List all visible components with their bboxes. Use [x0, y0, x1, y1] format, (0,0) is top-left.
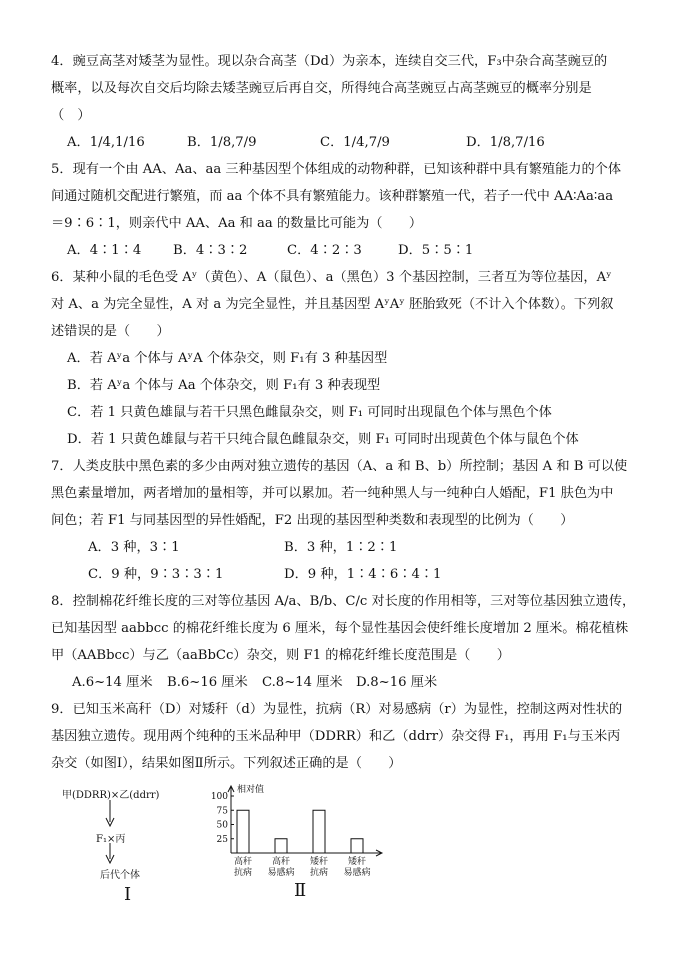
q7-line-2: 黑色素量增加，两者增加的量相等，并可以累加。若一纯种黑人与一纯种白人婚配，F1 肤色为中 [51, 486, 614, 501]
q4-option-a: A．1/4,1/16 [67, 135, 145, 150]
y-tick-label: 50 [216, 820, 228, 831]
q5-line-2: 间通过随机交配进行繁殖，而 aa 个体不具有繁殖能力。该种群繁殖一代，若子一代中 AA∶Aa∶aa [51, 189, 614, 204]
y-tick-label: 75 [216, 806, 228, 817]
y-axis-label: 相对值 [237, 785, 265, 795]
bar [351, 839, 363, 853]
q6-option-c: C．若 1 只黄色雄鼠与若干只黑色雌鼠杂交，则 F₁ 可同时出现鼠色个体与黑色个体 [67, 405, 552, 420]
bar [275, 839, 287, 853]
fig1-label: Ⅰ [124, 884, 132, 905]
q8-option-c: C.8~14 厘米 [262, 675, 343, 690]
x-tick-label: 易感病 [267, 868, 295, 878]
q7-option-d: D．9 种，1∶4∶6∶4∶1 [284, 567, 442, 582]
x-tick-label: 易感病 [343, 868, 371, 878]
q8-line-2: 已知基因型 aabbcc 的棉花纤维长度为 6 厘米，每个显性基因会使纤维长度增加 2 厘米。棉花植株 [51, 621, 629, 636]
fig1-arrow-1 [100, 800, 120, 828]
q6-line-1: 6．某种小鼠的毛色受 Aʸ（黄色）、A（鼠色）、a（黑色）3 个基因控制，三者互为等位基因，Aʸ [51, 270, 612, 285]
q5-option-a: A．4∶1∶4 [67, 243, 142, 258]
x-tick-label: 抗病 [309, 868, 329, 878]
q6-option-b: B．若 Aʸa 个体与 Aa 个体杂交，则 F₁有 3 种表现型 [67, 378, 381, 393]
q4-option-d: D．1/8,7/16 [466, 135, 545, 150]
bar [313, 810, 325, 853]
q6-option-d: D．若 1 只黄色雄鼠与若干只纯合鼠色雌鼠杂交，则 F₁ 可同时出现黄色个体与鼠色个体 [67, 432, 579, 447]
q8-option-d: D.8~16 厘米 [356, 675, 438, 690]
fig1-parent-cross: 甲(DDRR)×乙(ddrr) [62, 790, 160, 801]
q5-line-3: ＝9∶6∶1，则亲代中 AA、Aa 和 aa 的数量比可能为（ ） [51, 216, 423, 231]
q9-line-2: 基因独立遗传。现用两个纯种的玉米品种甲（DDRR）和乙（ddrr）杂交得 F₁，再用 F₁与玉米丙 [51, 729, 621, 744]
q5-option-b: B．4∶3∶2 [173, 243, 248, 258]
q4-line-1: 4．豌豆高茎对矮茎为显性。现以杂合高茎（Dd）为亲本，连续自交三代，F₃中杂合高茎豌豆的 [51, 54, 608, 69]
q7-option-a: A．3 种，3∶1 [88, 540, 180, 555]
q8-line-3: 甲（AABbcc）与乙（aaBbCc）杂交，则 F1 的棉花纤维长度范围是（ ） [51, 648, 510, 663]
q8-option-b: B.6~16 厘米 [167, 675, 248, 690]
q5-line-1: 5．现有一个由 AA、Aa、aa 三种基因型个体组成的动物种群，已知该种群中具有繁殖能力的个体 [51, 162, 622, 177]
q9-line-3: 杂交（如图Ⅰ），结果如图Ⅱ所示。下列叙述正确的是（ ） [51, 756, 402, 771]
q8-option-a: A.6~14 厘米 [72, 675, 153, 690]
q7-option-c: C．9 种，9∶3∶3∶1 [88, 567, 224, 582]
q6-option-a: A．若 Aʸa 个体与 AʸA 个体杂交，则 F₁有 3 种基因型 [67, 351, 388, 366]
x-tick-label: 矮秆 [347, 857, 367, 867]
fig1-f1-cross: F₁×丙 [96, 834, 126, 845]
q5-option-d: D．5∶5∶1 [398, 243, 474, 258]
q4-line-3: （ ） [51, 108, 91, 123]
bar [237, 810, 249, 853]
q8-line-1: 8．控制棉花纤维长度的三对等位基因 A/a、B/b、C/c 对长度的作用相等，三对等位基因独立遗传， [51, 594, 636, 609]
q4-line-2: 概率，以及每次自交后均除去矮茎豌豆后再自交，所得纯合高茎豌豆占高茎豌豆的概率分别是 [51, 81, 592, 96]
q4-option-b: B．1/8,7/9 [187, 135, 257, 150]
x-tick-label: 高秆 [233, 857, 253, 867]
x-tick-label: 高秆 [271, 857, 291, 867]
q7-line-1: 7．人类皮肤中黑色素的多少由两对独立遗传的基因（A、a 和 B、b）所控制；基因 A 和 B 可以使 [51, 459, 628, 474]
fig1-offspring: 后代个体 [100, 870, 140, 881]
x-tick-label: 矮秆 [309, 857, 329, 867]
q5-option-c: C．4∶2∶3 [287, 243, 362, 258]
fig2-chart [200, 780, 400, 885]
fig2-label: Ⅱ [294, 880, 307, 901]
q6-line-3: 述错误的是（ ） [51, 324, 170, 339]
q9-line-1: 9．已知玉米高秆（D）对矮秆（d）为显性，抗病（R）对易感病（r）为显性，控制这两对性状的 [51, 702, 623, 717]
x-tick-label: 抗病 [233, 868, 253, 878]
q7-line-3: 间色；若 F1 与同基因型的异性婚配，F2 出现的基因型种类数和表现型的比例为（ ） [51, 513, 574, 528]
fig1-arrow-2 [100, 843, 120, 865]
y-tick-label: 25 [216, 834, 228, 845]
y-tick-label: 100 [210, 792, 228, 802]
q4-option-c: C．1/4,7/9 [320, 135, 390, 150]
q7-option-b: B．3 种，1∶2∶1 [284, 540, 398, 555]
q6-line-2: 对 A、a 为完全显性，A 对 a 为完全显性，并且基因型 AʸAʸ 胚胎致死（不计入个体数）。下列叙 [51, 297, 614, 312]
